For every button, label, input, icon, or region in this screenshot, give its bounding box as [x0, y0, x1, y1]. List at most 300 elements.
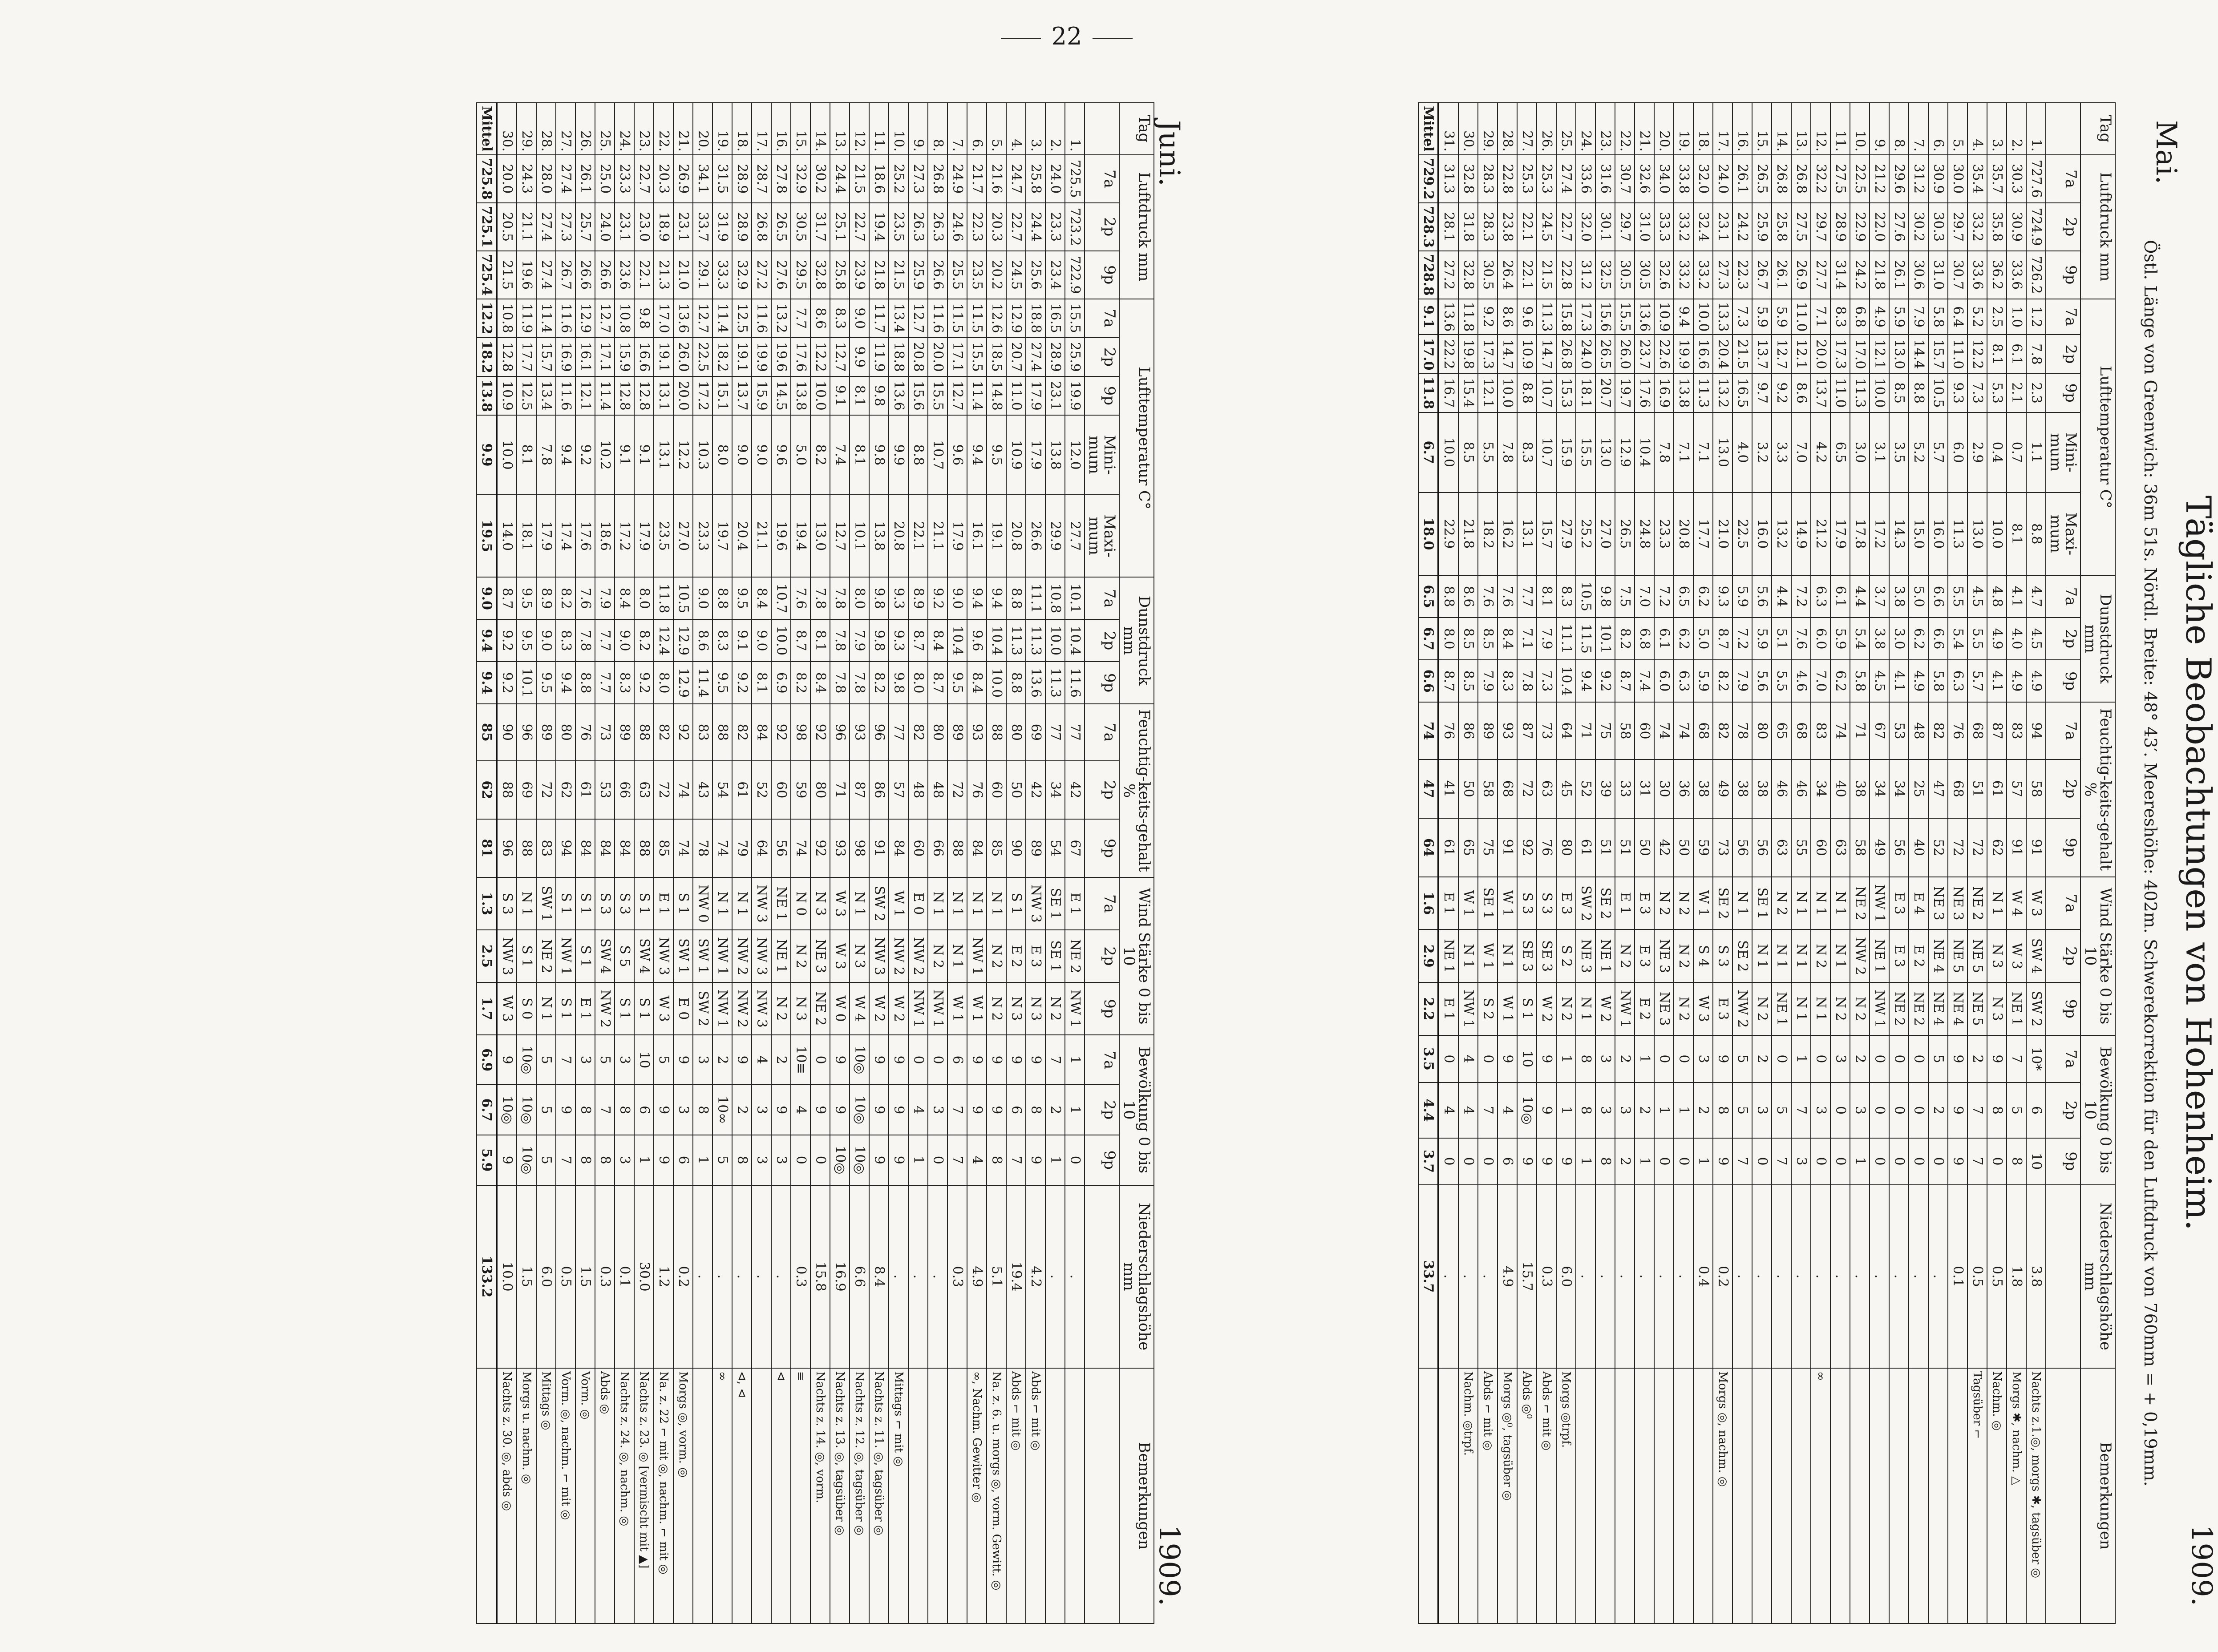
value-cell-t7: 11.5	[947, 299, 967, 338]
value-cell-w9: SW 2	[693, 982, 712, 1035]
value-cell-w7: SW 2	[869, 877, 889, 930]
value-cell-b7: 9	[889, 1035, 908, 1085]
value-cell-min: 9.0	[732, 415, 752, 495]
value-cell-n: .	[1889, 1185, 1909, 1368]
value-cell-t7: 6.4	[1948, 299, 1967, 335]
value-cell-p9: 25.5	[947, 251, 967, 299]
value-cell-min: 8.2	[810, 415, 830, 495]
value-cell-p2: 32.0	[1576, 203, 1595, 251]
value-cell-b2: 4	[908, 1085, 928, 1135]
value-cell-d7: 9.5	[517, 577, 536, 619]
value-cell-w7: S 1	[1006, 877, 1026, 930]
day-cell: 16.	[1732, 103, 1752, 155]
value-cell-w7: S 1	[556, 877, 575, 930]
remark-cell	[1948, 1368, 1967, 1624]
day-row	[1948, 103, 1967, 1624]
value-cell-d9: 4.1	[1889, 660, 1909, 702]
value-cell-f7: 85	[477, 704, 497, 761]
value-cell-d7: 7.5	[1615, 575, 1635, 618]
value-cell-t2: 18.2	[477, 338, 497, 376]
value-cell-d7: 9.4	[987, 577, 1006, 619]
value-cell-d2: 5.5	[1967, 618, 1987, 660]
value-cell-b7: 5	[1732, 1035, 1752, 1083]
header-subcolumn: 9p	[1085, 819, 1119, 877]
value-cell-p7: 27.4	[1556, 155, 1576, 203]
remark-cell: Abds ◎⁰	[1517, 1368, 1537, 1624]
day-cell: 12.	[1811, 103, 1830, 155]
value-cell-d7: 6.3	[1811, 575, 1830, 618]
value-cell-p7: 32.8	[1458, 155, 1478, 203]
value-cell-w9: N 2	[987, 982, 1006, 1035]
value-cell-p7: 29.6	[1889, 155, 1909, 203]
remark-cell	[1045, 1368, 1065, 1624]
value-cell-w2: NW 1	[556, 930, 575, 982]
day-cell: 14.	[810, 103, 830, 155]
value-cell-p7: 24.7	[1006, 155, 1026, 203]
value-cell-d7: 10.5	[1576, 575, 1595, 618]
value-cell-d9: 10.0	[987, 662, 1006, 704]
value-cell-w2: N 1	[1752, 929, 1772, 982]
day-cell: 9.	[1870, 103, 1889, 155]
value-cell-p9: 26.7	[556, 251, 575, 299]
value-cell-t7: 7.9	[1909, 299, 1928, 335]
value-cell-f2: 72	[536, 761, 556, 819]
value-cell-max: 22.9	[1438, 493, 1458, 576]
value-cell-b7: 10◎	[517, 1035, 536, 1085]
value-cell-f7: 89	[1478, 702, 1498, 759]
value-cell-w7: NW 1	[1870, 877, 1889, 930]
value-cell-w2: S 1	[575, 930, 595, 982]
day-row	[947, 103, 967, 1624]
value-cell-min: 3.0	[1850, 412, 1870, 493]
value-cell-w2: SE 3	[1517, 929, 1537, 982]
value-cell-w7: N 1	[732, 877, 752, 930]
value-cell-d2: 5.0	[1693, 618, 1713, 660]
value-cell-t2: 12.1	[1791, 335, 1811, 373]
value-cell-d7: 7.6	[1478, 575, 1498, 618]
value-cell-d2: 10.0	[1045, 619, 1065, 662]
value-cell-max: 8.8	[2026, 493, 2046, 576]
value-cell-f7: 89	[615, 704, 634, 761]
value-cell-b7: 10*	[2026, 1035, 2046, 1083]
value-cell-f2: 40	[1830, 759, 1850, 818]
value-cell-max: 11.3	[1948, 493, 1967, 576]
day-row	[1889, 103, 1909, 1624]
value-cell-p7: 25.0	[595, 155, 615, 203]
remark-cell	[928, 1368, 947, 1624]
value-cell-b2: 2	[1635, 1082, 1654, 1138]
value-cell-n: .	[1752, 1185, 1772, 1368]
header-subcolumn	[1085, 1368, 1119, 1624]
header-bemerkungen: Bemerkungen	[1119, 1368, 1154, 1624]
remark-cell: Nachts z. 24. ◎, nachm. ◎	[615, 1368, 634, 1624]
value-cell-w9: NW 1	[908, 982, 928, 1035]
value-cell-f7: 71	[1850, 702, 1870, 759]
remark-cell	[1928, 1368, 1948, 1624]
remark-cell	[1909, 1368, 1928, 1624]
value-cell-d7: 6.1	[1830, 575, 1850, 618]
value-cell-f7: 83	[693, 704, 712, 761]
value-cell-t9: 10.0	[810, 376, 830, 415]
day-cell: 11.	[1830, 103, 1850, 155]
value-cell-f7: 83	[2007, 702, 2026, 759]
value-cell-d2: 8.2	[634, 619, 654, 662]
day-cell: 17.	[752, 103, 771, 155]
value-cell-p9: 725.4	[477, 251, 497, 299]
value-cell-b7: 2	[1752, 1035, 1772, 1083]
value-cell-p2: 23.0	[634, 203, 654, 251]
value-cell-w9: NW 2	[732, 982, 752, 1035]
value-cell-d7: 3.7	[1870, 575, 1889, 618]
value-cell-max: 13.0	[1967, 493, 1987, 576]
value-cell-p9: 33.2	[1693, 251, 1713, 299]
value-cell-p7: 30.9	[1928, 155, 1948, 203]
value-cell-n: 0.2	[673, 1185, 693, 1369]
day-cell: 26.	[1537, 103, 1556, 155]
value-cell-p9: 23.9	[850, 251, 869, 299]
value-cell-b7: 0	[908, 1035, 928, 1085]
value-cell-w7: E 3	[1889, 877, 1909, 930]
remark-cell: Vorm. ◎, nachm. ⌐ mit ◎	[556, 1368, 575, 1624]
value-cell-n: 0.1	[615, 1185, 634, 1369]
value-cell-p7: 725.5	[1065, 155, 1085, 203]
value-cell-f2: 46	[1772, 759, 1791, 818]
value-cell-w2: W 3	[830, 930, 850, 982]
value-cell-t9: 13.6	[889, 376, 908, 415]
value-cell-min: 9.9	[889, 415, 908, 495]
value-cell-w7: S 1	[634, 877, 654, 930]
value-cell-f9: 56	[771, 819, 791, 877]
value-cell-n: 10.0	[497, 1185, 517, 1369]
header-subcolumn: 2p	[1085, 203, 1119, 251]
header-subcolumn: 7a	[2046, 299, 2080, 335]
value-cell-w9: N 2	[1830, 982, 1850, 1035]
value-cell-d7: 11.8	[654, 577, 673, 619]
value-cell-b2: 1	[1065, 1085, 1085, 1135]
value-cell-b2: 3	[1595, 1082, 1615, 1138]
value-cell-w9: W 2	[1595, 982, 1615, 1035]
value-cell-min: 15.9	[1556, 412, 1576, 493]
value-cell-n: .	[1909, 1185, 1928, 1368]
value-cell-t9: 8.6	[1791, 374, 1811, 412]
value-cell-p2: 24.4	[1026, 203, 1045, 251]
value-cell-w2: NE 5	[1948, 929, 1967, 982]
value-cell-max: 18.2	[1478, 493, 1498, 576]
value-cell-b2: 8	[1987, 1082, 2007, 1138]
value-cell-b7: 2	[1850, 1035, 1870, 1083]
value-cell-f2: 30	[1654, 759, 1674, 818]
remark-cell: Nachts z. 11. ◎, tagsüber ◎	[869, 1368, 889, 1624]
value-cell-w2: N 3	[850, 930, 869, 982]
value-cell-p9: 23.6	[615, 251, 634, 299]
value-cell-w7: S 3	[595, 877, 615, 930]
value-cell-max: 23.5	[654, 495, 673, 578]
value-cell-b9: 1	[1693, 1138, 1713, 1185]
value-cell-d9: 4.9	[2026, 660, 2046, 702]
value-cell-min: 5.7	[1928, 412, 1948, 493]
remark-cell	[1576, 1368, 1595, 1624]
value-cell-p2: 25.8	[1772, 203, 1791, 251]
value-cell-w9: N 2	[1752, 982, 1772, 1035]
value-cell-d2: 9.0	[615, 619, 634, 662]
day-row	[2007, 103, 2026, 1624]
value-cell-d9: 9.2	[1595, 660, 1615, 702]
header-subcolumn: 9p	[2046, 251, 2080, 299]
value-cell-f9: 88	[947, 819, 967, 877]
value-cell-t7: 5.2	[1967, 299, 1987, 335]
value-cell-d7: 11.1	[1026, 577, 1045, 619]
value-cell-t7: 12.6	[987, 299, 1006, 338]
value-cell-max: 17.9	[536, 495, 556, 578]
value-cell-w2: NW 3	[654, 930, 673, 982]
value-cell-d7: 8.9	[536, 577, 556, 619]
value-cell-f9: 61	[1576, 818, 1595, 877]
header-subcolumn: 2p	[1085, 619, 1119, 662]
value-cell-w7: N 1	[517, 877, 536, 930]
header-subcolumn: 7a	[2046, 1035, 2080, 1083]
value-cell-b7: 9	[1026, 1035, 1045, 1085]
value-cell-w9: NE 2	[810, 982, 830, 1035]
value-cell-b7: 0	[1478, 1035, 1498, 1083]
value-cell-f2: 71	[830, 761, 850, 819]
value-cell-b9: 5	[712, 1135, 732, 1185]
value-cell-t7: 11.6	[752, 299, 771, 338]
value-cell-d9: 9.4	[556, 662, 575, 704]
remark-cell	[477, 1368, 497, 1624]
value-cell-t7: 5.8	[1928, 299, 1948, 335]
value-cell-w2: N 1	[947, 930, 967, 982]
value-cell-p9: 33.2	[1674, 251, 1693, 299]
value-cell-w9: W 2	[889, 982, 908, 1035]
value-cell-max: 20.8	[1674, 493, 1693, 576]
day-row	[810, 103, 830, 1624]
value-cell-p2: 28.3	[1478, 203, 1498, 251]
value-cell-min: 7.4	[830, 415, 850, 495]
remark-cell: Mittags ⌐ mit ◎	[889, 1368, 908, 1624]
value-cell-t7: 7.3	[1732, 299, 1752, 335]
value-cell-d9: 6.9	[771, 662, 791, 704]
value-cell-f7: 89	[536, 704, 556, 761]
value-cell-n: .	[1065, 1185, 1085, 1369]
value-cell-n: .	[1478, 1185, 1498, 1368]
value-cell-t9: 10.7	[1537, 374, 1556, 412]
value-cell-n: .	[889, 1185, 908, 1369]
remark-cell	[1732, 1368, 1752, 1624]
value-cell-p2: 23.1	[673, 203, 693, 251]
day-row	[497, 103, 517, 1624]
value-cell-b2: 7	[1967, 1082, 1987, 1138]
day-row	[1732, 103, 1752, 1624]
header-lufttemperatur: Lufttemperatur C°	[2080, 299, 2115, 575]
value-cell-p2: 33.2	[1967, 203, 1987, 251]
value-cell-min: 7.1	[1674, 412, 1693, 493]
value-cell-w9: SW 2	[2026, 982, 2046, 1035]
value-cell-min: 4.0	[1732, 412, 1752, 493]
value-cell-d2: 9.2	[497, 619, 517, 662]
value-cell-d2: 10.4	[987, 619, 1006, 662]
value-cell-d9: 6.2	[1830, 660, 1850, 702]
value-cell-d9: 8.8	[1006, 662, 1026, 704]
value-cell-p2: 29.7	[1811, 203, 1830, 251]
value-cell-d9: 5.8	[1850, 660, 1870, 702]
value-cell-t9: 11.8	[1418, 374, 1438, 412]
day-row	[1870, 103, 1889, 1624]
value-cell-f2: 62	[477, 761, 497, 819]
day-row	[556, 103, 575, 1624]
value-cell-d9: 9.5	[712, 662, 732, 704]
value-cell-w2: SW 4	[595, 930, 615, 982]
value-cell-d9: 8.4	[810, 662, 830, 704]
value-cell-min: 6.0	[1948, 412, 1967, 493]
value-cell-t2: 19.8	[1458, 335, 1478, 373]
day-cell: 6.	[1928, 103, 1948, 155]
value-cell-t2: 14.7	[1537, 335, 1556, 373]
value-cell-w7: E 0	[908, 877, 928, 930]
remark-cell: Abds ⌐ mit ◎	[1537, 1368, 1556, 1624]
value-cell-f7: 88	[987, 704, 1006, 761]
value-cell-d9: 5.6	[1752, 660, 1772, 702]
value-cell-w9: W 3	[1693, 982, 1713, 1035]
header-subcolumn: 9p	[1085, 662, 1119, 704]
value-cell-d7: 4.5	[1967, 575, 1987, 618]
value-cell-t2: 12.8	[497, 338, 517, 376]
day-row	[2026, 103, 2046, 1624]
value-cell-w7: W 1	[1498, 877, 1517, 930]
value-cell-b9: 1	[1850, 1138, 1870, 1185]
value-cell-w7: W 1	[1458, 877, 1478, 930]
value-cell-n: .	[1615, 1185, 1635, 1368]
value-cell-f9: 64	[752, 819, 771, 877]
remark-cell	[1595, 1368, 1615, 1624]
value-cell-p9: 21.8	[1870, 251, 1889, 299]
remark-cell	[1772, 1368, 1791, 1624]
value-cell-w7: S 3	[1517, 877, 1537, 930]
value-cell-t9: 9.7	[1752, 374, 1772, 412]
value-cell-w2: 2.5	[477, 930, 497, 982]
header-subcolumn: 9p	[1085, 1135, 1119, 1185]
value-cell-w9: NW 2	[595, 982, 615, 1035]
day-row	[1556, 103, 1576, 1624]
value-cell-n: .	[732, 1185, 752, 1369]
value-cell-t2: 10.9	[1517, 335, 1537, 373]
value-cell-w9: NW 3	[752, 982, 771, 1035]
value-cell-w7: N 3	[810, 877, 830, 930]
value-cell-f7: 60	[1635, 702, 1654, 759]
value-cell-w9: NE 2	[1889, 982, 1909, 1035]
remark-cell: Nachts z. 23. ◎ [vermischt mit ▲]	[634, 1368, 654, 1624]
remark-cell: Nachts z. 13. ◎, tagsüber ◎	[830, 1368, 850, 1624]
value-cell-t2: 21.5	[1732, 335, 1752, 373]
value-cell-f9: 60	[1811, 818, 1830, 877]
value-cell-f7: 87	[1987, 702, 2007, 759]
value-cell-b2: 10◎	[517, 1085, 536, 1135]
value-cell-min: 9.6	[947, 415, 967, 495]
remark-cell	[1065, 1368, 1085, 1624]
day-cell: 29.	[1478, 103, 1498, 155]
value-cell-b2: 9	[556, 1085, 575, 1135]
value-cell-w9: W 1	[1498, 982, 1517, 1035]
value-cell-d7: 8.4	[752, 577, 771, 619]
value-cell-f9: 56	[1732, 818, 1752, 877]
value-cell-w2: NW 1	[712, 930, 732, 982]
value-cell-p7: 24.0	[1045, 155, 1065, 203]
value-cell-p2: 26.5	[771, 203, 791, 251]
value-cell-p2: 20.3	[987, 203, 1006, 251]
value-cell-d2: 5.4	[1850, 618, 1870, 660]
value-cell-d7: 4.4	[1772, 575, 1791, 618]
value-cell-p2: 30.1	[1595, 203, 1615, 251]
value-cell-p2: 28.1	[1438, 203, 1458, 251]
value-cell-f7: 78	[1732, 702, 1752, 759]
value-cell-w7: S 1	[575, 877, 595, 930]
day-cell: 23.	[634, 103, 654, 155]
value-cell-n: .	[1928, 1185, 1948, 1368]
remark-cell	[1418, 1368, 1438, 1624]
value-cell-b2: 10◎	[1517, 1082, 1537, 1138]
value-cell-f2: 34	[1889, 759, 1909, 818]
value-cell-max: 17.6	[575, 495, 595, 578]
header-subcolumn: 7a	[1085, 1035, 1119, 1085]
remark-cell: Morgs ◎, nachm. ◎	[1713, 1368, 1732, 1624]
value-cell-f2: 86	[869, 761, 889, 819]
value-cell-t9: 10.5	[1928, 374, 1948, 412]
value-cell-w9: NE 1	[1772, 982, 1791, 1035]
value-cell-t2: 19.1	[654, 338, 673, 376]
value-cell-t9: 8.5	[1889, 374, 1909, 412]
value-cell-p7: 24.4	[830, 155, 850, 203]
value-cell-p7: 727.6	[2026, 155, 2046, 203]
value-cell-b9: 2	[1615, 1138, 1635, 1185]
value-cell-t7: 18.8	[1026, 299, 1045, 338]
value-cell-w9: 1.7	[477, 982, 497, 1035]
value-cell-b9: 0	[1889, 1138, 1909, 1185]
value-cell-n: .	[1850, 1185, 1870, 1368]
value-cell-b7: 2	[771, 1035, 791, 1085]
value-cell-d9: 8.4	[967, 662, 987, 704]
value-cell-d7: 5.9	[1732, 575, 1752, 618]
value-cell-w7: NE 2	[1850, 877, 1870, 930]
value-cell-p7: 24.0	[1713, 155, 1732, 203]
value-cell-w9: NE 4	[1948, 982, 1967, 1035]
value-cell-d2: 8.6	[693, 619, 712, 662]
value-cell-d7: 6.5	[1674, 575, 1693, 618]
header-subcolumn: 2p	[1085, 761, 1119, 819]
value-cell-t2: 19.6	[771, 338, 791, 376]
value-cell-w2: NW 1	[967, 930, 987, 982]
value-cell-min: 5.5	[1478, 412, 1498, 493]
value-cell-p7: 28.7	[752, 155, 771, 203]
value-cell-f9: 50	[1635, 818, 1654, 877]
header-subcolumn: 9p	[1085, 982, 1119, 1035]
value-cell-min: 2.9	[1967, 412, 1987, 493]
value-cell-t9: 15.5	[928, 376, 947, 415]
value-cell-t2: 17.7	[517, 338, 536, 376]
value-cell-min: 7.0	[1791, 412, 1811, 493]
value-cell-b9: 9	[1026, 1135, 1045, 1185]
value-cell-n: .	[1811, 1185, 1830, 1368]
value-cell-d9: 11.3	[1045, 662, 1065, 704]
value-cell-w2: S 3	[1713, 929, 1732, 982]
value-cell-t9: 16.5	[1732, 374, 1752, 412]
value-cell-d7: 8.9	[908, 577, 928, 619]
value-cell-t7: 13.6	[1438, 299, 1458, 335]
day-cell: 30.	[497, 103, 517, 155]
value-cell-min: 7.8	[1498, 412, 1517, 493]
value-cell-f2: 60	[771, 761, 791, 819]
value-cell-d9: 6.6	[1418, 660, 1438, 702]
value-cell-d2: 4.9	[1987, 618, 2007, 660]
value-cell-f9: 90	[1006, 819, 1026, 877]
